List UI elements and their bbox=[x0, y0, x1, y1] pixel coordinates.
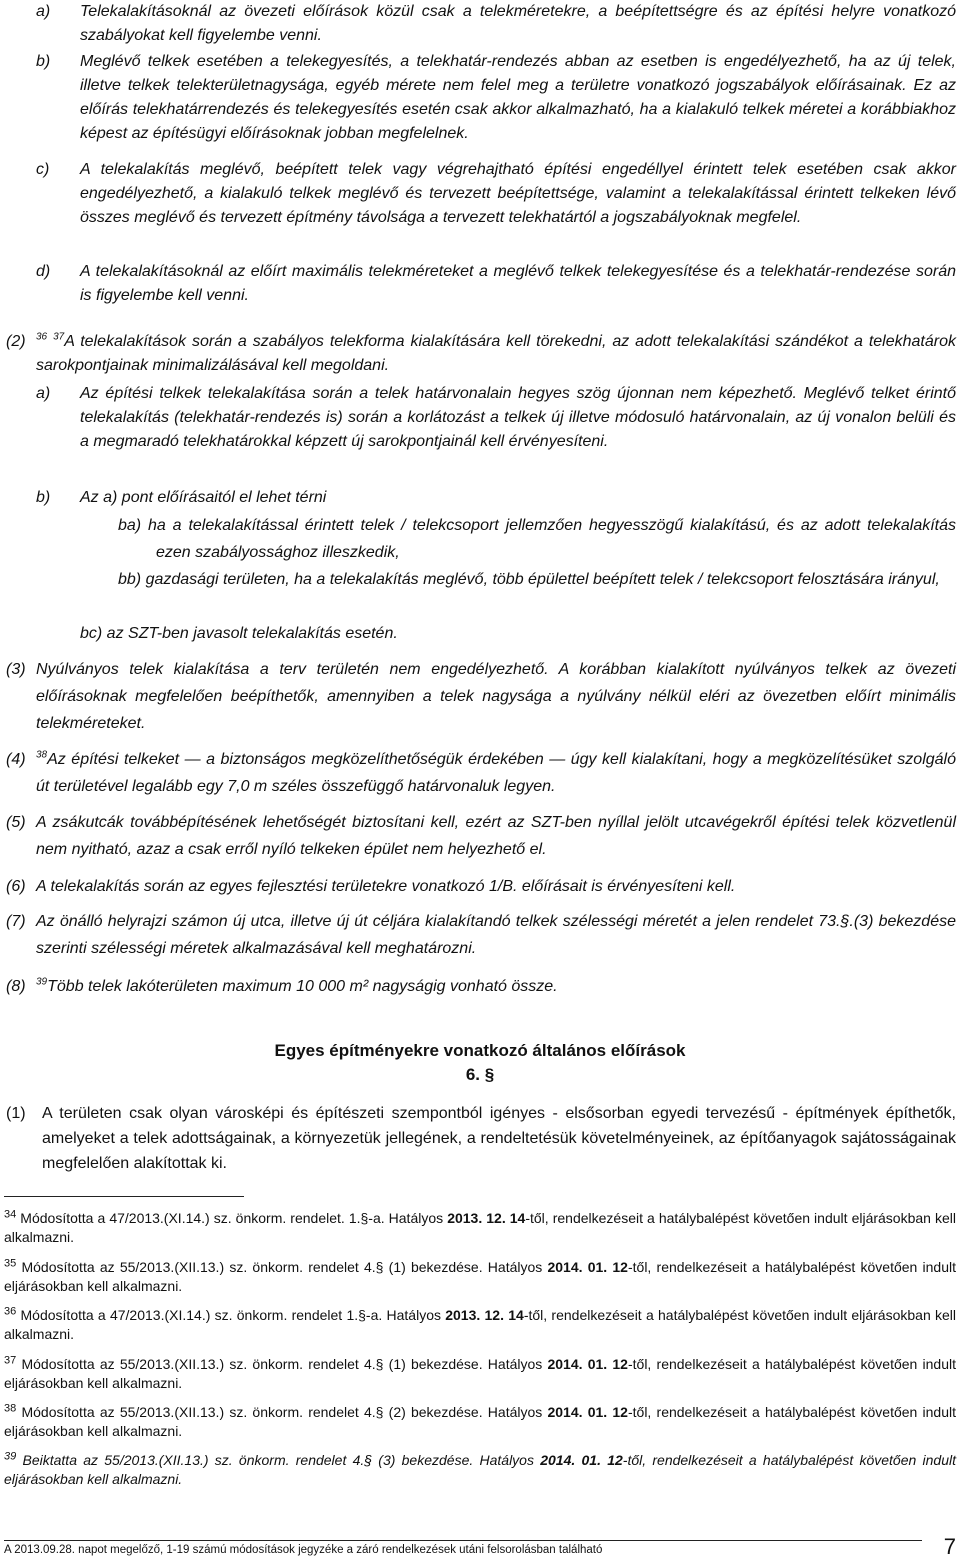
footnote-ref-36[interactable]: 36 bbox=[36, 331, 48, 343]
item-d-text: A telekalakításoknál az előírt maximális telekméreteket a meglévő telkek telekegyesítése és a telekhatár-rendezése során is figyelembe kell venni. bbox=[80, 263, 956, 304]
footnote-number: 35 bbox=[4, 1257, 17, 1270]
footnote-number: 38 bbox=[4, 1402, 17, 1415]
paragraph-4-text: Az építési telkeket — a biztonságos megközelíthetőségük érdekében — úgy kell kialakítani, hogy a megközelítésüket szolgáló út területével legalább egy 7,0 m széles összefüggő határvonaluk legyen. bbox=[36, 751, 956, 795]
paragraph-2-item-ba bbox=[118, 512, 956, 566]
paragraph-8-label: (8) bbox=[6, 978, 26, 995]
footer-note: A 2013.09.28. napot megelőző, 1-19 számú módosítások jegyzéke a záró rendelkezések utáni felsorolásban található bbox=[4, 1544, 603, 1556]
paragraph-5 bbox=[6, 809, 956, 863]
item-c-text: A telekalakítás meglévő, beépített telek vagy végrehajtható építési engedéllyel érintett telek esetében csak akkor engedélyezhető, a kialakuló telkek meglévő és tervezett beépítettsége, valamint a telekalakítással érintett telkeken lévő összes meglévő és tervezett építmény távolsága a tervezett telekhatártól a jogszabályoknak megfelel. bbox=[80, 161, 956, 226]
item-a bbox=[36, 0, 956, 48]
paragraph-2-text: A telekalakítások során a szabályos telekforma kialakítására kell törekedni, az adott telekalakítási szándékot a telekhatárok sarokpontjainak minimalizálásával kell megoldani. bbox=[36, 333, 956, 374]
paragraph-2 bbox=[6, 330, 956, 378]
paragraph-2-label: (2) bbox=[6, 333, 26, 350]
footnote-text: Módosította a 47/2013.(XI.14.) sz. önkorm. rendelet. 1.§-a. Hatályos bbox=[20, 1210, 448, 1226]
footnote-date: 2014. 01. 12 bbox=[547, 1356, 628, 1372]
footnote-number: 34 bbox=[4, 1208, 17, 1221]
item-b-text: Meglévő telkek esetében a telekegyesítés, a telekhatár-rendezés abban az esetben is engedélyezhető, ha az új telek, illetve telkek telekterületnagysága, egyéb mérete nem felel meg a területre vonatkozó jogszabályok előírásainak. Ez az előírás telekhatárrendezés és telekegyesítés esetén csak akkor alkalmazható, ha a kialakuló telkek méretei a korábbiakhoz képest az építésügyi előírásoknak jobban megfelelnek. bbox=[80, 53, 956, 142]
footnote-text: Módosította az 55/2013.(XII.13.) sz. önkorm. rendelet 4.§ (1) bekezdése. Hatályos bbox=[21, 1356, 548, 1372]
footnote-date: 2013. 12. 14 bbox=[445, 1307, 524, 1323]
section-paragraph-1-label: (1) bbox=[6, 1105, 26, 1122]
footnote-date: 2014. 01. 12 bbox=[547, 1259, 628, 1275]
footnote-number: 36 bbox=[4, 1305, 17, 1318]
footnote-text-end: -től, rendelkezéseit a hatálybalépést követően indult eljárásokban kell alkalmazni. bbox=[4, 1259, 957, 1294]
paragraph-3-label: (3) bbox=[6, 661, 26, 678]
paragraph-3-text: Nyúlványos telek kialakítása a terv területén nem engedélyezhető. A korábban kialakított nyúlványos telkek az övezeti előírásoknak megfelelően beépíthetők, amennyiben a telek nagysága a nyúlvány nélkül eléri az övezetben előírt minimális telekméreteket. bbox=[36, 661, 956, 732]
paragraph-3 bbox=[6, 656, 956, 737]
paragraph-8 bbox=[6, 973, 956, 1000]
page-number: 7 bbox=[943, 1534, 956, 1559]
paragraph-2-ba-text: ba) ha a telekalakítással érintett telek / telekcsoport jellemzően hegyesszögű kialakítású, és az adott telekalakítás ezen szabályossághoz illeszkedik, bbox=[118, 517, 956, 561]
footnote-number: 39 bbox=[4, 1450, 17, 1463]
footnote-text-end: -től, rendelkezéseit a hatálybalépést követően indult eljárásokban kell alkalmazni. bbox=[4, 1404, 957, 1439]
paragraph-6-text: A telekalakítás során az egyes fejlesztési területekre vonatkozó 1/B. előírásait is érvényesíteni kell. bbox=[36, 878, 736, 895]
section-paragraph-1 bbox=[6, 1101, 956, 1176]
paragraph-2-bb-text: bb) gazdasági területen, ha a telekalakítás meglévő, több épülettel beépített telek / telekcsoport felosztására irányul, bbox=[118, 571, 940, 588]
paragraph-2-item-b bbox=[36, 486, 956, 510]
item-b bbox=[36, 50, 956, 146]
paragraph-8-text: Több telek lakóterületen maximum 10 000 m² nagyságig vonható össze. bbox=[47, 978, 558, 995]
footnote-text: Módosította az 55/2013.(XII.13.) sz. önkorm. rendelet 4.§ (2) bekezdése. Hatályos bbox=[21, 1404, 548, 1420]
footnote-39 bbox=[4, 1451, 956, 1489]
footer-rule bbox=[4, 1540, 922, 1541]
footnote-37 bbox=[4, 1355, 956, 1393]
footnote-text: Módosította a 47/2013.(XI.14.) sz. önkorm. rendelet 1.§-a. Hatályos bbox=[20, 1307, 446, 1323]
footnote-text-end: -től, rendelkezéseit a hatálybalépést követően indult eljárásokban kell alkalmazni. bbox=[4, 1210, 956, 1245]
footnote-text-end: -től, rendelkezéseit a hatálybalépést követően indult eljárásokban kell alkalmazni. bbox=[4, 1356, 957, 1391]
paragraph-2-b-text: Az a) pont előírásaitól el lehet térni bbox=[80, 489, 327, 506]
item-d-label: d) bbox=[36, 263, 51, 280]
paragraph-6 bbox=[6, 873, 956, 900]
footnote-date: 2014. 01. 12 bbox=[547, 1404, 628, 1420]
footnote-ref-38[interactable]: 38 bbox=[36, 749, 48, 761]
paragraph-2-a-label: a) bbox=[36, 385, 51, 402]
paragraph-2-b-label: b) bbox=[36, 489, 51, 506]
footnote-34 bbox=[4, 1209, 956, 1247]
footnote-text-end: -től, rendelkezéseit a hatálybalépést követően indult eljárásokban kell alkalmazni. bbox=[4, 1452, 956, 1487]
footnote-date: 2014. 01. 12 bbox=[540, 1452, 623, 1468]
footnote-separator bbox=[4, 1196, 244, 1197]
paragraph-2-a-text: Az építési telkek telekalakítása során a telek határvonalain hegyes szög újonnan nem képezhető. Meglévő telket érintő telekalakítás (telekhatár-rendezés is) során a korlátozást a telkek új illetve módosuló határvonalain, az új vonalon belüli és a megmaradó telekhatárokkal képzett új sarokpontjainál kell érvényesíteni. bbox=[80, 385, 956, 450]
paragraph-2-item-bb bbox=[118, 566, 956, 593]
item-a-text: Telekalakításoknál az övezeti előírások közül csak a telekméretekre, a beépítettségre és az építési helyre vonatkozó szabályokat kell figyelembe venni. bbox=[80, 3, 956, 44]
item-c bbox=[36, 158, 956, 230]
item-d bbox=[36, 260, 956, 308]
section-paragraph-1-text: A területen csak olyan városképi és építészeti szempontból igényes - elsősorban egyedi tervezésű - építmények építhetők, amelyeket a telek adottságainak, a környezetük jellegének, a rendeltetésük követelményeinek, az építőanyagok sajátosságainak megfelelően alakítottak ki. bbox=[42, 1105, 956, 1172]
item-a-label: a) bbox=[36, 3, 51, 20]
paragraph-2-bc-text: bc) az SZT-ben javasolt telekalakítás esetén. bbox=[80, 625, 398, 642]
section-title: Egyes építményekre vonatkozó általános előírások bbox=[274, 1041, 686, 1060]
footnote-38 bbox=[4, 1403, 956, 1441]
item-c-label: c) bbox=[36, 161, 50, 178]
item-b-label: b) bbox=[36, 53, 51, 70]
paragraph-2-item-a bbox=[36, 382, 956, 454]
footnote-ref-37[interactable]: 37 bbox=[53, 331, 65, 343]
footnote-date: 2013. 12. 14 bbox=[447, 1210, 526, 1226]
paragraph-2-item-bc bbox=[80, 620, 956, 647]
paragraph-6-label: (6) bbox=[6, 878, 26, 895]
paragraph-4-label: (4) bbox=[6, 751, 26, 768]
paragraph-5-text: A zsákutcák továbbépítésének lehetőségét biztosítani kell, ezért az SZT-ben nyíllal jelölt utcavégekről építési telek közvetlenül nem nyitható, azaz a csak erről nyíló telkeken épület nem helyezhető el. bbox=[36, 814, 956, 858]
footnote-36 bbox=[4, 1306, 956, 1344]
footnote-ref-39[interactable]: 39 bbox=[36, 976, 48, 988]
paragraph-4 bbox=[6, 746, 956, 800]
paragraph-7-label: (7) bbox=[6, 913, 26, 930]
paragraph-5-label: (5) bbox=[6, 814, 26, 831]
footnote-text-end: -től, rendelkezéseit a hatálybalépést követően indult eljárásokban kell alkalmazni. bbox=[4, 1307, 956, 1342]
footnote-number: 37 bbox=[4, 1354, 17, 1367]
footnote-text: Módosította az 55/2013.(XII.13.) sz. önkorm. rendelet 4.§ (1) bekezdése. Hatályos bbox=[21, 1259, 548, 1275]
footnote-35 bbox=[4, 1258, 956, 1296]
paragraph-7 bbox=[6, 908, 956, 962]
section-number: 6. § bbox=[465, 1065, 495, 1084]
footnote-text: Beiktatta az 55/2013.(XII.13.) sz. önkorm. rendelet 4.§ (3) bekezdése. Hatályos bbox=[22, 1452, 541, 1468]
paragraph-7-text: Az önálló helyrajzi számon új utca, illetve új út céljára kialakítandó telkek szélességi méretét a jelen rendelet 73.§.(3) bekezdése szerinti szélességi méretek alkalmazásával kell meghatározni. bbox=[36, 913, 956, 957]
